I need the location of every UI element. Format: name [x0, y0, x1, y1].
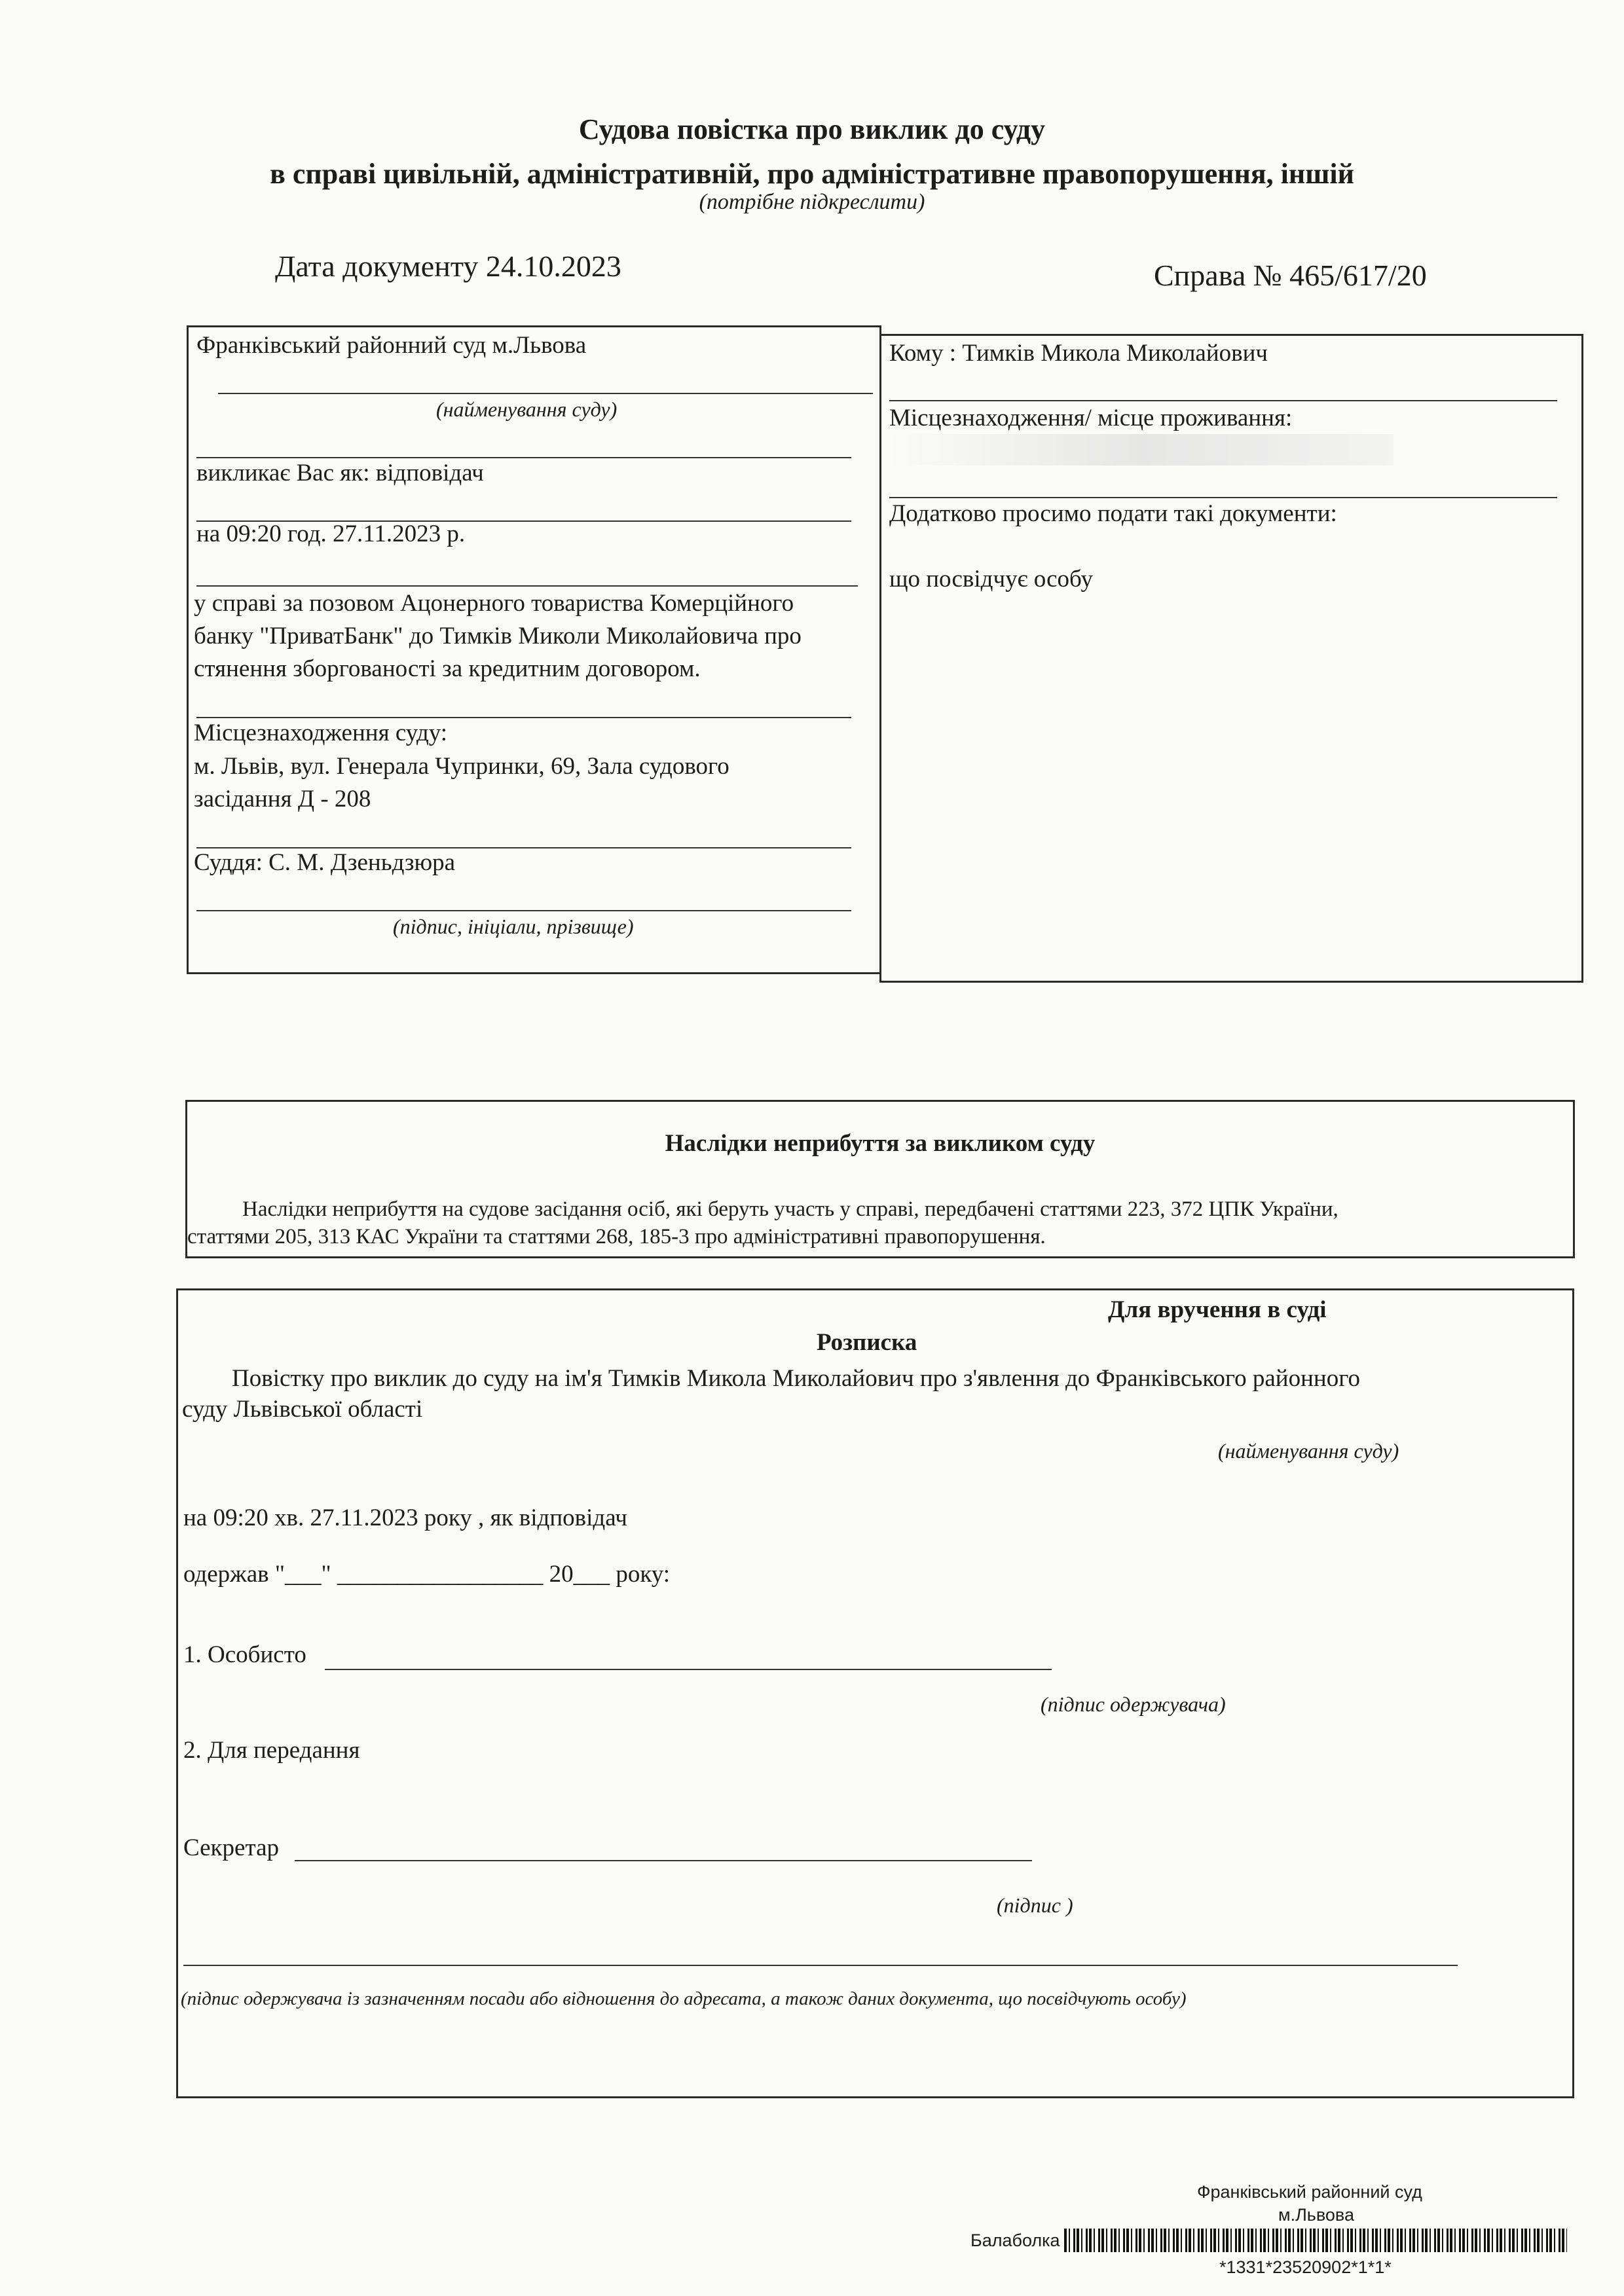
recipient-signature-caption: (підпис одержувача) — [1041, 1692, 1226, 1716]
received-date: одержав "___" _________________ 20___ року: — [183, 1561, 671, 1588]
residence-label: Місцезнаходження/ місце проживання: — [889, 405, 1293, 431]
judge-name: Суддя: С. М. Дзеньдзюра — [194, 849, 456, 876]
secretary-signature-caption: (підпис ) — [997, 1893, 1073, 1917]
personally-label: 1. Особисто — [183, 1641, 306, 1668]
divider — [196, 585, 858, 587]
consequences-line1: Наслідки неприбуття на судове засідання осіб, які беруть участь у справі, передбачені статтями 223, 372 ЦПК України, — [242, 1197, 1338, 1221]
case-description-line1: у справі за позовом Ацонерного товариства Комерційного — [194, 590, 794, 617]
redacted-address — [889, 434, 1393, 465]
case-number: Справа № 465/617/20 — [1154, 259, 1427, 292]
footer-court-line2: м.Львова — [1278, 2205, 1354, 2225]
document-title: Судова повістка про виклик до суду — [578, 113, 1046, 145]
case-description-line3: стянення зборгованості за кредитним договором. — [194, 655, 701, 682]
signature-caption: (підпис, ініціали, прізвище) — [393, 915, 634, 938]
barcode-prefix: Балаболка — [970, 2231, 1060, 2250]
receipt-line2: суду Львівської області — [182, 1396, 423, 1423]
divider — [196, 717, 851, 718]
receipt-section — [176, 1288, 1574, 2098]
receipt-footer-caption: (підпис одержувача із зазначенням посади або відношення до адресата, а також даних документа, що посвідчують особу) — [181, 1988, 1187, 2009]
divider — [889, 400, 1557, 401]
summons-left-panel — [187, 325, 881, 974]
extra-documents-value: що посвідчує особу — [889, 566, 1093, 592]
delivery-note: Для вручення в суді — [1108, 1296, 1327, 1323]
receipt-appointment: на 09:20 хв. 27.11.2023 року , як відповідач — [183, 1504, 627, 1531]
consequences-line2: статтями 205, 313 КАС України та статтями 268, 185-3 про адміністративні правопорушення. — [187, 1225, 1046, 1248]
divider — [218, 393, 873, 394]
secretary-label: Секретар — [183, 1834, 279, 1861]
document-title-line2: в справі цивільній, адміністративній, про адміністративне правопорушення, іншій — [270, 158, 1354, 190]
barcode-code: *1331*23520902*1*1* — [1219, 2257, 1392, 2277]
recipient-details-line[interactable] — [183, 1965, 1458, 1966]
secretary-signature-line[interactable] — [295, 1860, 1032, 1861]
recipient-name: Кому : Тимків Микола Миколайович — [889, 340, 1268, 367]
case-description-line2: банку "ПриватБанк" до Тимків Миколи Миколайовича про — [194, 623, 802, 649]
court-name: Франківський районний суд м.Львова — [196, 332, 587, 359]
document-subtitle: (потрібне підкреслити) — [699, 190, 925, 214]
consequences-section — [185, 1100, 1575, 1258]
court-name-caption: (найменування суду) — [1218, 1439, 1399, 1463]
receipt-line1: Повістку про виклик до суду на ім'я Тимків Микола Миколайович про з'явлення до Франківського районного — [232, 1365, 1360, 1392]
summons-right-panel — [879, 334, 1583, 983]
document-date: Дата документу 24.10.2023 — [275, 249, 621, 283]
footer-court-line1: Франківський районний суд — [1197, 2182, 1422, 2202]
court-location-label: Місцезнаходження суду: — [194, 720, 448, 746]
barcode — [1064, 2229, 1567, 2252]
divider — [889, 497, 1557, 498]
appointment-time: на 09:20 год. 27.11.2023 р. — [196, 520, 466, 547]
summons-role: викликає Вас як: відповідач — [196, 460, 484, 486]
divider — [196, 457, 851, 458]
court-location-line1: м. Львів, вул. Генерала Чупринки, 69, Зала судового — [194, 753, 729, 780]
divider — [196, 910, 851, 911]
court-location-line2: засідання Д - 208 — [194, 786, 371, 812]
court-name-caption: (найменування суду) — [436, 397, 618, 421]
for-transfer-label: 2. Для передання — [183, 1737, 360, 1764]
consequences-heading: Наслідки неприбуття за викликом суду — [665, 1130, 1096, 1157]
extra-documents-label: Додатково просимо подати такі документи: — [889, 500, 1337, 527]
receipt-heading: Розписка — [817, 1329, 917, 1356]
personally-signature-line[interactable] — [325, 1669, 1052, 1670]
